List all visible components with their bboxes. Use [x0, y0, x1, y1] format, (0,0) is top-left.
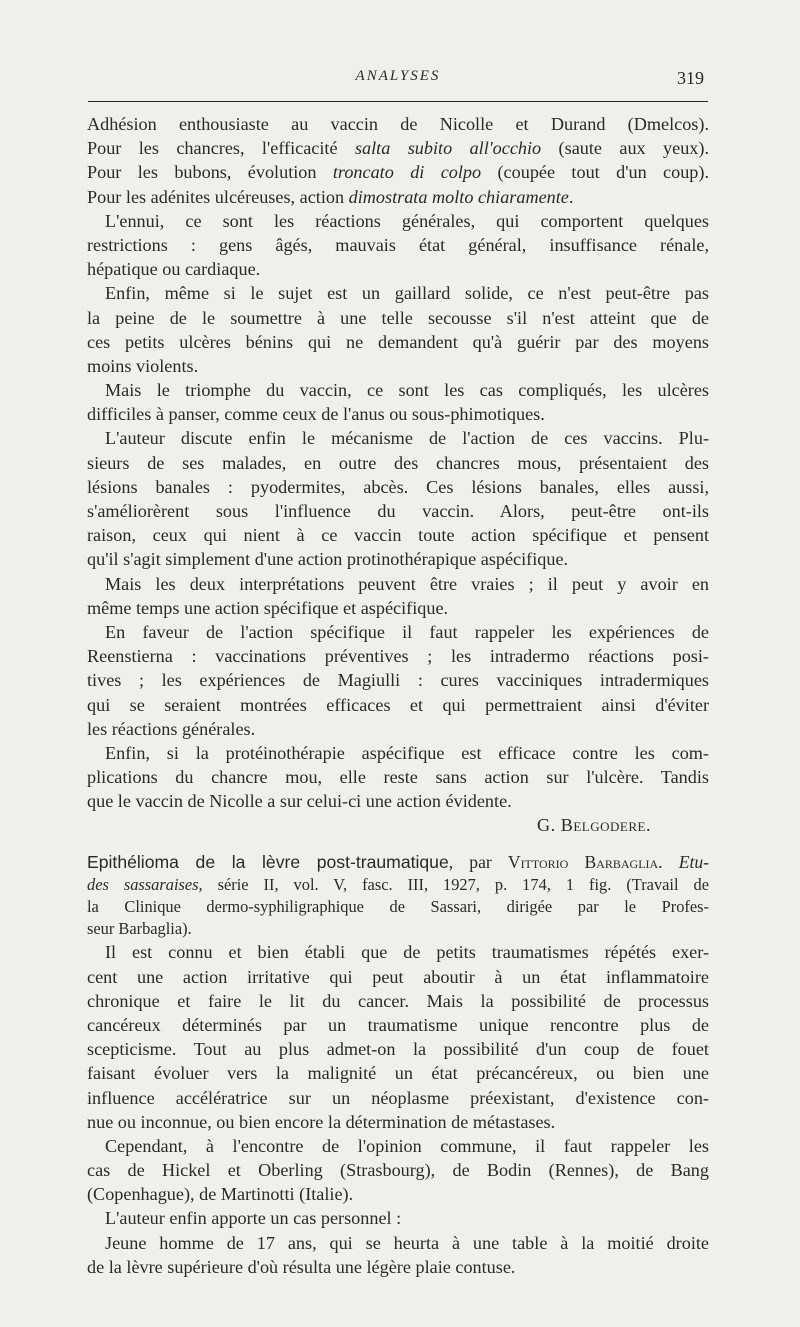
text-line: de la lèvre supérieure d'où résulta une légère plaie contuse.	[87, 1256, 516, 1277]
section-gap	[87, 838, 709, 850]
journal-name: Etu-	[678, 851, 710, 872]
text-line: influence accélératrice sur un néoplasme préexistant, d'existence con-	[87, 1087, 709, 1108]
running-title: ANALYSES	[355, 68, 441, 84]
text-line: lésions banales : pyodermites, abcès. Ces lésions banales, elles aussi,	[87, 476, 709, 497]
text-line: Pour les adénites ulcéreuses, action dimostrata molto chiaramente.	[87, 186, 574, 207]
text-line: ces petits ulcères bénins qui ne demandent qu'à guérir par des moyens	[87, 331, 709, 352]
text-line: qui se seraient montrées efficaces et qui permettraient ainsi d'éviter	[87, 694, 709, 715]
article-author: Vittorio Barbaglia.	[507, 851, 663, 872]
text-line: tives ; les expériences de Magiulli : cures vacciniques intradermiques	[87, 670, 709, 691]
text-line: moins violents.	[87, 355, 199, 376]
text-line: cas de Hickel et Oberling (Strasbourg), de Bodin (Rennes), de Bang	[87, 1160, 709, 1181]
text-line: faisant évoluer vers la malignité un état précancéreux, ou bien une	[87, 1063, 709, 1084]
text-line: Pour les chancres, l'efficacité salta subito all'occhio (saute aux yeux).	[87, 138, 709, 159]
page-number: 319	[677, 68, 704, 88]
text-line: (Copenhague), de Martinotti (Italie).	[87, 1184, 354, 1205]
text-line: L'ennui, ce sont les réactions générales, qui comportent quelques	[105, 210, 709, 231]
text-line: la peine de le soumettre à une telle secousse s'il n'est atteint que de	[87, 307, 709, 328]
italic-phrase: dimostrata molto chiaramente	[348, 186, 569, 207]
italic-phrase: troncato di colpo	[332, 162, 482, 183]
text-line: difficiles à panser, comme ceux de l'anus ou sous-phimotiques.	[87, 404, 545, 425]
review-vaccin-nicolle	[87, 112, 709, 838]
italic-phrase: salta subito all'occhio	[354, 138, 542, 159]
text-line: Enfin, même si le sujet est un gaillard solide, ce n'est peut-être pas	[105, 283, 709, 304]
text-line: nue ou inconnue, ou bien encore la détermination de métastases.	[87, 1111, 556, 1132]
text-line: L'auteur discute enfin le mécanisme de l'action de ces vaccins. Plu-	[105, 428, 709, 449]
text-line: s'améliorèrent sous l'influence du vaccin. Alors, peut-être ont-ils	[87, 501, 709, 521]
text-line: restrictions : gens âgés, mauvais état général, insuffisance rénale,	[87, 234, 709, 255]
text-line: chronique et faire le lit du cancer. Mais la possibilité de processus	[87, 990, 709, 1011]
text-line: Reenstierna : vaccinations préventives ; les intradermo réactions posi-	[87, 646, 709, 667]
review-epithelioma	[87, 850, 709, 941]
article-title: Epithélioma de la lèvre post-traumatique	[87, 851, 449, 872]
text-line: que le vaccin de Nicolle a sur celui-ci une action évidente.	[87, 791, 512, 812]
citation-line: la Clinique dermo-syphiligraphique de Sassari, dirigée par le Profes-	[87, 897, 709, 916]
text-line: L'auteur enfin apporte un cas personnel :	[105, 1208, 402, 1229]
text-line: raison, ceux qui nient à ce vaccin toute action spécifique et pensent	[87, 525, 709, 546]
text-line: Adhésion enthousiaste au vaccin de Nicolle et Durand (Dmelcos).	[87, 114, 709, 134]
text-line: cancéreux déterminés par un traumatisme unique rencontre plus de	[87, 1014, 709, 1035]
text-line: hépatique ou cardiaque.	[87, 259, 261, 280]
text-line: Pour les bubons, évolution troncato di colpo (coupée tout d'un coup).	[87, 162, 709, 183]
text-line: même temps une action spécifique et aspécifique.	[87, 597, 449, 618]
review-epithelioma-body	[87, 940, 709, 1279]
journal-name: des sassaraises,	[87, 874, 203, 894]
signature: G. Belgodere.	[536, 815, 651, 836]
text-line: cent une action irritative qui peut aboutir à un état inflammatoire	[87, 966, 709, 987]
text-line: En faveur de l'action spécifique il faut rappeler les expériences de	[105, 621, 709, 642]
text-line: Il est connu et bien établi que de petits traumatismes répétés exer-	[105, 942, 709, 963]
citation-line: des sassaraises, série II, vol. V, fasc. III, 1927, p. 174, 1 fig. (Travail de	[87, 874, 709, 894]
text-line: Mais le triomphe du vaccin, ce sont les cas compliqués, les ulcères	[105, 380, 709, 401]
text-line: Mais les deux interprétations peuvent être vraies ; il peut y avoir en	[105, 573, 709, 594]
text-line: scepticisme. Tout au plus admet-on la possibilité d'un coup de fouet	[87, 1039, 709, 1060]
page-body	[87, 112, 709, 1279]
text-line: Cependant, à l'encontre de l'opinion commune, il faut rappeler les	[105, 1135, 709, 1156]
citation-line: Epithélioma de la lèvre post-traumatique, par Vittorio Barbaglia. Etu-	[87, 851, 710, 872]
text-line: sieurs de ses malades, en outre des chancres mous, présentaient des	[87, 452, 709, 473]
text-line: Enfin, si la protéinothérapie aspécifique est efficace contre les com-	[105, 742, 709, 763]
page-header	[88, 66, 708, 92]
text-line: Jeune homme de 17 ans, qui se heurta à une table à la moitié droite	[105, 1232, 709, 1253]
citation-line: seur Barbaglia).	[87, 919, 192, 939]
text-line: les réactions générales.	[87, 718, 256, 739]
text-line: qu'il s'agit simplement d'une action protinothérapique aspécifique.	[87, 549, 569, 570]
text-line: plications du chancre mou, elle reste sans action sur l'ulcère. Tandis	[87, 767, 709, 788]
header-rule	[88, 101, 708, 102]
